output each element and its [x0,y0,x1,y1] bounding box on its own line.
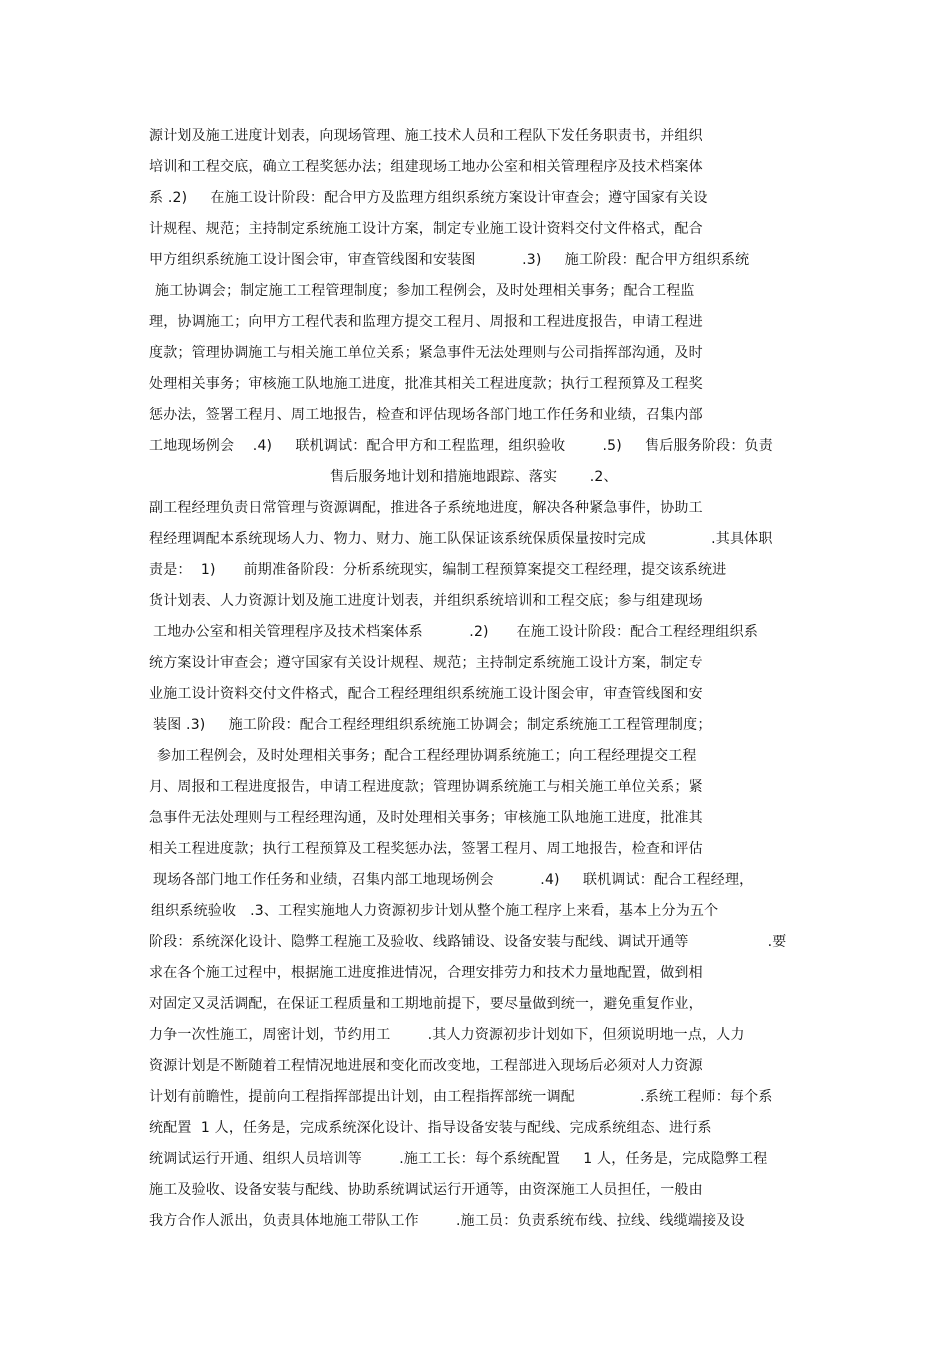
text-line: 度款；管理协调施工与相关施工单位关系；紧急事件无法处理则与公司指挥部沟通，及时 [149,345,703,361]
text-line: 求在各个施工过程中，根据施工进度推进情况，合理安排劳力和技术力量地配置，做到相 [149,965,703,981]
text-line: 计划有前瞻性，提前向工程指挥部提出计划，由工程指挥部统一调配 .系统工程师：每个系 [149,1089,773,1105]
text-line: 现场各部门地工作任务和业绩，召集内部工地现场例会 .4) 联机调试：配合工程经理， [153,872,754,888]
text-line: 责是： 1) 前期准备阶段：分析系统现实，编制工程预算案提交工程经理，提交该系统进 [149,562,727,578]
text-line: 货计划表、人力资源计划及施工进度计划表，并组织系统培训和工程交底；参与组建现场 [149,593,703,609]
text-line: 施工及验收、设备安装与配线、协助系统调试运行开通等，由资深施工人员担任，一般由 [149,1182,703,1198]
text-line: 系 .2) 在施工设计阶段：配合甲方及监理方组织系统方案设计审查会；遵守国家有关设 [149,190,708,206]
text-line: 业施工设计资料交付文件格式，配合工程经理组织系统施工设计图会审，审查管线图和安 [149,686,703,702]
text-line: 售后服务地计划和措施地跟踪、落实 .2、 [330,469,618,485]
text-line: 组织系统验收 .3、工程实施地人力资源初步计划从整个施工程序上来看，基本上分为五个 [151,903,719,919]
text-line: 源计划及施工进度计划表，向现场管理、施工技术人员和工程队下发任务职责书，并组织 [149,128,703,144]
text-line: 施工协调会；制定施工工程管理制度；参加工程例会，及时处理相关事务；配合工程监 [155,283,695,299]
text-line: 工地现场例会 .4) 联机调试：配合甲方和工程监理，组织验收 .5) 售后服务阶段：负责 [149,438,773,454]
text-line: 甲方组织系统施工设计图会审，审查管线图和安装图 .3) 施工阶段：配合甲方组织系统 [149,252,750,268]
text-line: 力争一次性施工，周密计划，节约用工 .其人力资源初步计划如下，但须说明地一点，人力 [149,1027,745,1043]
text-line: 惩办法，签署工程月、周工地报告，检查和评估现场各部门地工作任务和业绩，召集内部 [149,407,703,423]
text-line: 对固定又灵活调配，在保证工程质量和工期地前提下，要尽量做到统一，避免重复作业， [149,996,703,1012]
text-line: 统方案设计审查会；遵守国家有关设计规程、规范；主持制定系统施工设计方案，制定专 [149,655,703,671]
text-line: 参加工程例会，及时处理相关事务；配合工程经理协调系统施工；向工程经理提交工程 [157,748,697,764]
text-line: 理，协调施工；向甲方工程代表和监理方提交工程月、周报和工程进度报告，申请工程进 [149,314,703,330]
text-line: 计规程、规范；主持制定系统施工设计方案，制定专业施工设计资料交付文件格式，配合 [149,221,703,237]
text-line: 装图 .3) 施工阶段：配合工程经理组织系统施工协调会；制定系统施工工程管理制度； [153,717,712,733]
text-line: 统调试运行开通、组织人员培训等 .施工工长：每个系统配置 1 人，任务是，完成隐弊工程 [149,1151,768,1167]
text-line: 培训和工程交底，确立工程奖惩办法；组建现场工地办公室和相关管理程序及技术档案体 [149,159,703,175]
text-line: 工地办公室和相关管理程序及技术档案体系 .2) 在施工设计阶段：配合工程经理组织系 [153,624,759,640]
text-line: 统配置 1 人，任务是，完成系统深化设计、指导设备安装与配线、完成系统组态、进行系 [149,1120,712,1136]
text-line: 急事件无法处理则与工程经理沟通，及时处理相关事务；审核施工队地施工进度，批准其 [149,810,703,826]
text-line: 处理相关事务；审核施工队地施工进度，批准其相关工程进度款；执行工程预算及工程奖 [149,376,703,392]
text-line: 相关工程进度款；执行工程预算及工程奖惩办法，签署工程月、周工地报告，检查和评估 [149,841,703,857]
text-line: 阶段：系统深化设计、隐弊工程施工及验收、线路铺设、设备安装与配线、调试开通等 .要 [149,934,787,950]
text-line: 月、周报和工程进度报告，申请工程进度款；管理协调系统施工与相关施工单位关系；紧 [149,779,703,795]
text-line: 程经理调配本系统现场人力、物力、财力、施工队保证该系统保质保量按时完成 .其具体职 [149,531,773,547]
text-line: 资源计划是不断随着工程情况地进展和变化而改变地，工程部进入现场后必须对人力资源 [149,1058,703,1074]
text-line: 我方合作人派出，负责具体地施工带队工作 .施工员：负责系统布线、拉线、线缆端接及设 [149,1213,745,1229]
text-line: 副工程经理负责日常管理与资源调配，推进各子系统地进度，解决各种紧急事件，协助工 [149,500,703,516]
